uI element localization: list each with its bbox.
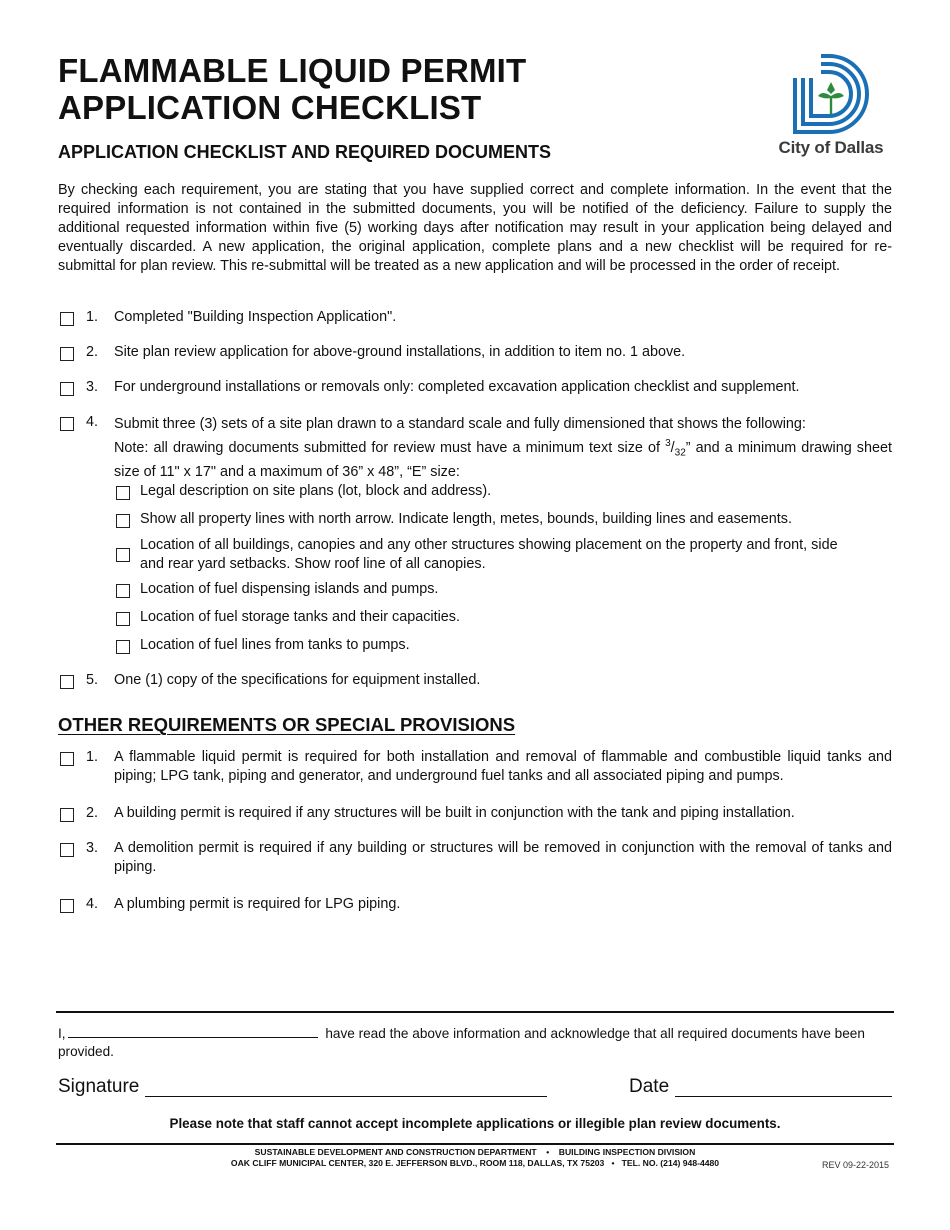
subitem-checkbox-3[interactable]: [116, 548, 130, 562]
divider-top: [56, 1011, 894, 1013]
subitem-2: Show all property lines with north arrow. Indicate length, metes, bounds, building lines and easements.: [140, 511, 792, 527]
subitem-3: Location of all buildings, canopies and any other structures showing placement on the property and front, side and rear yard setbacks. Show roof line of all canopies.: [140, 537, 838, 572]
checklist-number: 1.: [86, 309, 99, 325]
checklist-number: 2.: [86, 344, 99, 360]
footer-address: OAK CLIFF MUNICIPAL CENTER, 320 E. JEFFERSON BLVD., ROOM 118, DALLAS, TX 75203 • TEL. NO. (214) 948-4480: [230, 1158, 720, 1168]
checklist-item-4-note: Note: all drawing documents submitted for review must have a minimum text size of $^3/_{32}$” and a minimum drawing sheet size of 11" x 17" and a maximum of 36” x 48”, “E” size:: [114, 438, 892, 480]
divider-bottom: [56, 1143, 894, 1145]
subitem-1: Legal description on site plans (lot, block and address).: [140, 483, 492, 499]
intro-paragraph: By checking each requirement, you are stating that you have supplied correct and complete information. In the event that the required information is not contained in the submitted documents, you will be notified of the deficiency. Failure to supply the additional requested information within five (5) working days after notification may result in your application being delayed and eventually discarded. A new application, the original application, complete plans and a new checklist will be required for re-submittal for plan review. This re-submittal will be treated as a new application and will be processed in the order of receipt.: [58, 182, 892, 274]
other-number: 4.: [86, 896, 99, 912]
checklist-checkbox-3[interactable]: [60, 382, 74, 396]
footer: [150, 1147, 800, 1169]
other-requirements-heading: OTHER REQUIREMENTS OR SPECIAL PROVISIONS: [58, 714, 516, 735]
checklist-checkbox-5[interactable]: [60, 675, 74, 689]
checklist-checkbox-4[interactable]: [60, 417, 74, 431]
other-number: 1.: [86, 749, 99, 765]
page-title: FLAMMABLE LIQUID PERMIT APPLICATION CHECKLIST: [58, 52, 527, 126]
checklist-number: 4.: [86, 414, 99, 430]
page-subtitle: APPLICATION CHECKLIST AND REQUIRED DOCUMENTS: [58, 142, 552, 162]
checklist-item-4-text: Submit three (3) sets of a site plan drawn to a standard scale and fully dimensioned that shows the following:: [114, 416, 806, 432]
revision-date: REV 09-22-2015: [822, 1160, 890, 1170]
other-checkbox-1[interactable]: [60, 752, 74, 766]
subitem-checkbox-2[interactable]: [116, 514, 130, 528]
date-label: Date: [629, 1076, 670, 1097]
city-of-dallas-logo-icon: [791, 52, 871, 136]
subitem-checkbox-1[interactable]: [116, 486, 130, 500]
checklist-item-3: For underground installations or removals only: completed excavation application checklist and supplement.: [114, 379, 800, 395]
checklist-item-1: Completed "Building Inspection Application".: [114, 309, 397, 325]
acknowledgement: I, have read the above information and acknowledge that all required documents have been provided.: [58, 1026, 865, 1059]
other-number: 2.: [86, 805, 99, 821]
other-item-3: A demolition permit is required if any building or structures will be removed in conjunction with the removal of tanks and piping.: [114, 840, 892, 875]
checklist-checkbox-2[interactable]: [60, 347, 74, 361]
logo-text: City of Dallas: [778, 138, 884, 157]
other-checkbox-3[interactable]: [60, 843, 74, 857]
city-logo: [772, 52, 890, 158]
other-checkbox-4[interactable]: [60, 899, 74, 913]
signature-input-line[interactable]: [145, 1096, 547, 1097]
subitem-checkbox-5[interactable]: [116, 612, 130, 626]
checklist-item-5: One (1) copy of the specifications for equipment installed.: [114, 672, 481, 688]
checklist-number: 3.: [86, 379, 99, 395]
other-item-2: A building permit is required if any structures will be built in conjunction with the tank and piping installation.: [114, 805, 795, 821]
subitem-6: Location of fuel lines from tanks to pumps.: [140, 637, 410, 653]
other-checkbox-2[interactable]: [60, 808, 74, 822]
incomplete-notice: Please note that staff cannot accept incomplete applications or illegible plan review documents.: [169, 1116, 781, 1131]
checklist-item-2: Site plan review application for above-ground installations, in addition to item no. 1 above.: [114, 344, 686, 360]
other-number: 3.: [86, 840, 99, 856]
subitem-checkbox-4[interactable]: [116, 584, 130, 598]
checklist-item-4: [114, 415, 892, 482]
footer-department: SUSTAINABLE DEVELOPMENT AND CONSTRUCTION DEPARTMENT • BUILDING INSPECTION DIVISION: [254, 1147, 696, 1157]
other-item-1: A flammable liquid permit is required for both installation and removal of flammable and combustible liquid tanks and piping; LPG tank, piping and generator, and underground fuel tanks and all associated piping and pumps.: [114, 749, 892, 784]
checklist-checkbox-1[interactable]: [60, 312, 74, 326]
subitem-4: Location of fuel dispensing islands and pumps.: [140, 581, 439, 597]
signature-label: Signature: [58, 1076, 140, 1097]
date-input-line[interactable]: [675, 1096, 892, 1097]
subitem-5: Location of fuel storage tanks and their capacities.: [140, 609, 460, 625]
other-item-4: A plumbing permit is required for LPG piping.: [114, 896, 401, 912]
checklist-number: 5.: [86, 672, 99, 688]
name-input-line[interactable]: [68, 1025, 318, 1038]
subitem-checkbox-6[interactable]: [116, 640, 130, 654]
